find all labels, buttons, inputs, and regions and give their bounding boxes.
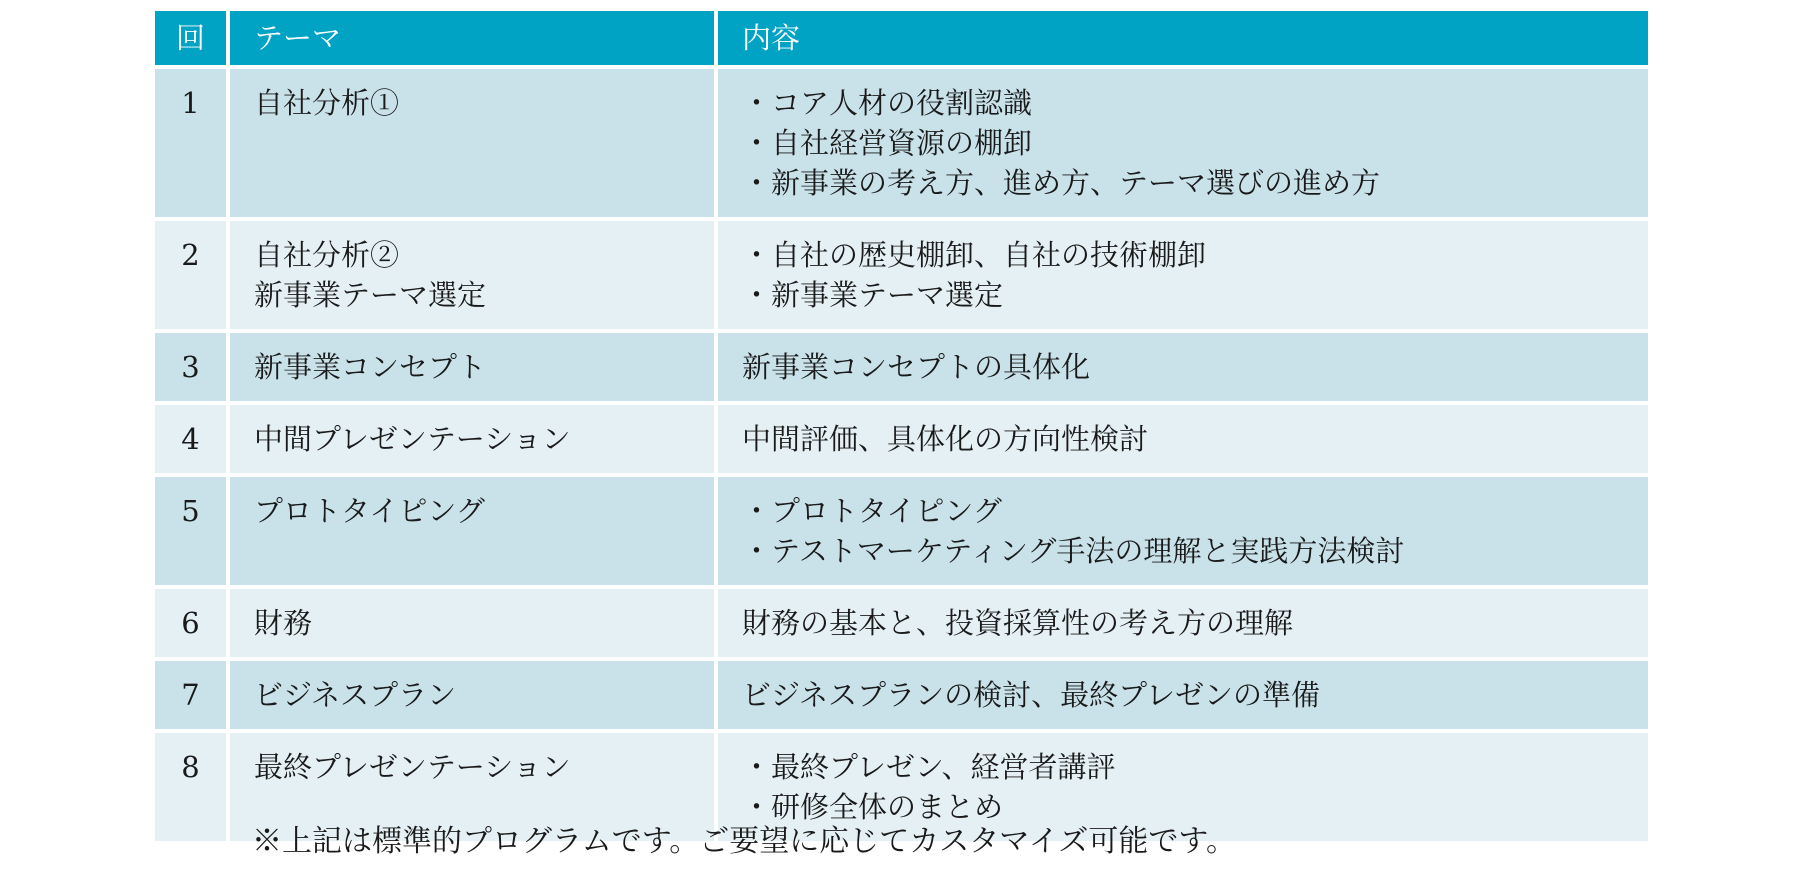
content-line: 財務の基本と、投資採算性の考え方の理解 xyxy=(742,606,1294,640)
session-theme xyxy=(228,67,716,219)
header-number: 回 xyxy=(155,11,228,67)
program-table xyxy=(155,11,1648,845)
content-line: 新事業コンセプトの具体化 xyxy=(742,350,1091,384)
session-theme xyxy=(228,403,716,475)
session-theme xyxy=(228,659,716,731)
content-line: ・プロトタイピング xyxy=(742,494,1002,528)
footnote: ※上記は標準的プログラムです。ご要望に応じてカスタマイズ可能です。 xyxy=(252,824,1236,859)
theme-line: 自社分析① xyxy=(254,86,400,120)
content-line: ・新事業の考え方、進め方、テーマ選びの進め方 xyxy=(742,166,1381,200)
theme-line: 自社分析② xyxy=(254,238,400,272)
session-number: 5 xyxy=(155,475,228,587)
session-theme xyxy=(228,587,716,659)
content-line: ビジネスプランの検討、最終プレゼンの準備 xyxy=(742,678,1320,712)
content-line: 中間評価、具体化の方向性検討 xyxy=(742,422,1149,456)
header-theme: テーマ xyxy=(228,11,716,67)
session-number: 6 xyxy=(155,587,228,659)
theme-line: 新事業テーマ選定 xyxy=(254,278,487,312)
theme-line: 財務 xyxy=(254,606,313,640)
header-content: 内容 xyxy=(716,11,1648,67)
session-content xyxy=(716,475,1648,587)
table-row xyxy=(155,475,1648,587)
session-number: 8 xyxy=(155,731,228,843)
session-content xyxy=(716,587,1648,659)
theme-line: 最終プレゼンテーション xyxy=(254,750,571,784)
theme-line: プロトタイピング xyxy=(254,494,485,528)
session-theme xyxy=(228,331,716,403)
content-line: ・新事業テーマ選定 xyxy=(742,278,1004,312)
table-body xyxy=(155,67,1648,843)
table-row xyxy=(155,331,1648,403)
session-theme xyxy=(228,475,716,587)
session-number: 7 xyxy=(155,659,228,731)
table-header xyxy=(155,11,1648,67)
session-theme xyxy=(228,219,716,331)
content-line: ・テストマーケティング手法の理解と実践方法検討 xyxy=(742,534,1405,568)
content-line: ・研修全体のまとめ xyxy=(742,790,1004,824)
session-content xyxy=(716,67,1648,219)
session-number: 4 xyxy=(155,403,228,475)
session-content xyxy=(716,219,1648,331)
table-row xyxy=(155,67,1648,219)
content-line: ・最終プレゼン、経営者講評 xyxy=(742,750,1116,784)
content-line: ・自社の歴史棚卸、自社の技術棚卸 xyxy=(742,238,1207,272)
session-number: 3 xyxy=(155,331,228,403)
session-number: 1 xyxy=(155,67,228,219)
session-content xyxy=(716,331,1648,403)
session-number: 2 xyxy=(155,219,228,331)
session-content xyxy=(716,659,1648,731)
theme-line: 新事業コンセプト xyxy=(254,350,487,384)
content-line: ・自社経営資源の棚卸 xyxy=(742,126,1033,160)
content-line: ・コア人材の役割認識 xyxy=(742,86,1033,120)
table-row xyxy=(155,587,1648,659)
theme-line: 中間プレゼンテーション xyxy=(254,422,571,456)
theme-line: ビジネスプラン xyxy=(254,678,457,712)
table-row xyxy=(155,403,1648,475)
table-row xyxy=(155,659,1648,731)
header-row xyxy=(155,11,1648,67)
table-row xyxy=(155,219,1648,331)
session-content xyxy=(716,403,1648,475)
